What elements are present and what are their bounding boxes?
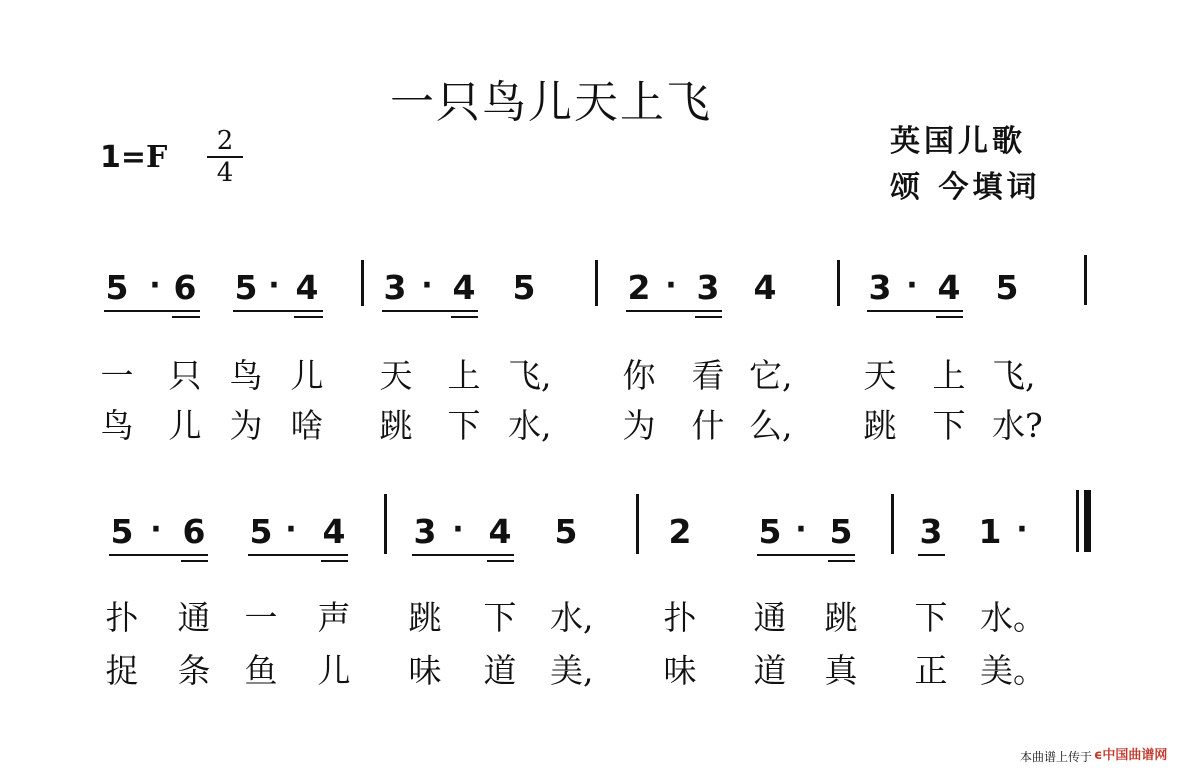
lyric: 只 — [168, 356, 202, 395]
logo-icon: ϵ — [1094, 748, 1103, 763]
lyric: 美。 — [980, 651, 1046, 690]
note: 2 — [668, 512, 692, 551]
bar-line — [891, 494, 894, 554]
dot: · — [149, 268, 161, 303]
lyric: 啥 — [290, 406, 324, 445]
lyric: 天 — [379, 356, 413, 395]
beat-underline — [918, 554, 945, 556]
beat-underline — [233, 310, 323, 312]
dot: · — [268, 268, 280, 303]
note: 4 — [753, 268, 777, 307]
lyric: 水? — [992, 406, 1043, 445]
beat-underline — [757, 554, 855, 556]
note: 5 — [995, 268, 1019, 307]
lyric: 跳 — [408, 598, 442, 637]
beat-underline — [382, 310, 478, 312]
note: 5 — [105, 268, 129, 307]
lyric: 为 — [229, 406, 263, 445]
lyric: 儿 — [317, 651, 351, 690]
logo-text: 中国曲谱网 — [1102, 748, 1168, 763]
lyric: 跳 — [824, 598, 858, 637]
lyric: 下 — [447, 406, 481, 445]
lyric: 味 — [663, 651, 697, 690]
lyricist-credit: 颂 今填词 — [890, 170, 1041, 205]
lyric: 么, — [749, 406, 793, 445]
note: 6 — [173, 268, 197, 307]
dot: · — [906, 268, 918, 303]
note: 6 — [182, 512, 206, 551]
bar-line — [384, 494, 387, 554]
note: 4 — [322, 512, 346, 551]
lyric: 捉 — [105, 651, 139, 690]
lyric: 下 — [483, 598, 517, 637]
lyric: 下 — [932, 406, 966, 445]
note: 5 — [758, 512, 782, 551]
lyric: 扑 — [663, 598, 697, 637]
note: 3 — [383, 268, 407, 307]
beat-underline — [109, 554, 208, 556]
lyric: 什 — [691, 406, 725, 445]
song-title: 一只鸟儿天上飞 — [390, 77, 712, 128]
site-logo[interactable] — [1094, 744, 1167, 763]
lyric: 水, — [550, 598, 594, 637]
note: 4 — [488, 512, 512, 551]
dot: · — [1016, 512, 1028, 547]
lyric: 跳 — [379, 406, 413, 445]
lyric: 通 — [177, 598, 211, 637]
note: 3 — [696, 268, 720, 307]
lyric: 飞, — [508, 356, 552, 395]
lyric: 上 — [932, 356, 966, 395]
beat-underline — [828, 560, 855, 562]
beat-underline — [867, 310, 963, 312]
dot: · — [452, 512, 464, 547]
beat-underline — [294, 316, 323, 318]
beat-underline — [181, 560, 208, 562]
note: 2 — [627, 268, 651, 307]
beat-underline — [104, 310, 200, 312]
bar-line — [361, 260, 364, 306]
dot: · — [795, 512, 807, 547]
lyric: 鱼 — [244, 651, 278, 690]
bar-line — [837, 260, 840, 306]
beat-underline — [487, 560, 514, 562]
lyric: 水。 — [980, 598, 1046, 637]
note: 4 — [452, 268, 476, 307]
bar-line — [1084, 255, 1087, 305]
lyric: 一 — [244, 598, 278, 637]
lyric: 道 — [753, 651, 787, 690]
beat-underline — [172, 316, 200, 318]
time-denominator: 4 — [216, 158, 234, 188]
time-numerator: 2 — [216, 126, 234, 156]
lyric: 天 — [863, 356, 897, 395]
lyric: 儿 — [290, 356, 324, 395]
lyric: 上 — [447, 356, 481, 395]
lyric: 扑 — [105, 598, 139, 637]
time-signature — [207, 128, 243, 186]
beat-underline — [248, 554, 348, 556]
lyric: 道 — [483, 651, 517, 690]
note: 3 — [919, 512, 943, 551]
lyric: 味 — [408, 651, 442, 690]
bar-line — [595, 260, 598, 306]
note: 5 — [249, 512, 273, 551]
bar-line — [636, 494, 639, 554]
lyric: 下 — [914, 598, 948, 637]
upload-note: 本曲谱上传于 — [1020, 750, 1093, 764]
dot: · — [285, 512, 297, 547]
lyric: 美, — [550, 651, 594, 690]
lyric: 它, — [749, 356, 793, 395]
lyric: 声 — [317, 598, 351, 637]
note: 5 — [554, 512, 578, 551]
key-letter: =F — [120, 140, 168, 175]
lyric: 鸟 — [229, 356, 263, 395]
key-signature — [100, 140, 167, 175]
dot: · — [665, 268, 677, 303]
note: 5 — [234, 268, 258, 307]
lyric: 看 — [691, 356, 725, 395]
note: 4 — [937, 268, 961, 307]
lyric: 鸟 — [100, 406, 134, 445]
song-origin: 英国儿歌 — [890, 124, 1026, 159]
final-barline-thin — [1076, 490, 1079, 552]
lyric: 一 — [100, 356, 134, 395]
beat-underline — [626, 310, 722, 312]
lyric: 飞, — [992, 356, 1036, 395]
beat-underline — [412, 554, 514, 556]
beat-underline — [936, 316, 963, 318]
lyric: 跳 — [863, 406, 897, 445]
dot: · — [150, 512, 162, 547]
lyric: 为 — [622, 406, 656, 445]
lyric: 你 — [622, 356, 656, 395]
lyric: 正 — [914, 651, 948, 690]
note: 3 — [413, 512, 437, 551]
note: 1 — [978, 512, 1002, 551]
lyric: 水, — [508, 406, 552, 445]
key-tonic: 1 — [100, 140, 121, 175]
beat-underline — [321, 560, 348, 562]
note: 5 — [512, 268, 536, 307]
lyric: 真 — [824, 651, 858, 690]
note: 4 — [295, 268, 319, 307]
dot: · — [421, 268, 433, 303]
lyric: 条 — [177, 651, 211, 690]
note: 3 — [868, 268, 892, 307]
beat-underline — [451, 316, 478, 318]
lyric: 通 — [753, 598, 787, 637]
final-barline-thick — [1084, 490, 1091, 552]
note: 5 — [829, 512, 853, 551]
beat-underline — [695, 316, 722, 318]
lyric: 儿 — [168, 406, 202, 445]
note: 5 — [110, 512, 134, 551]
